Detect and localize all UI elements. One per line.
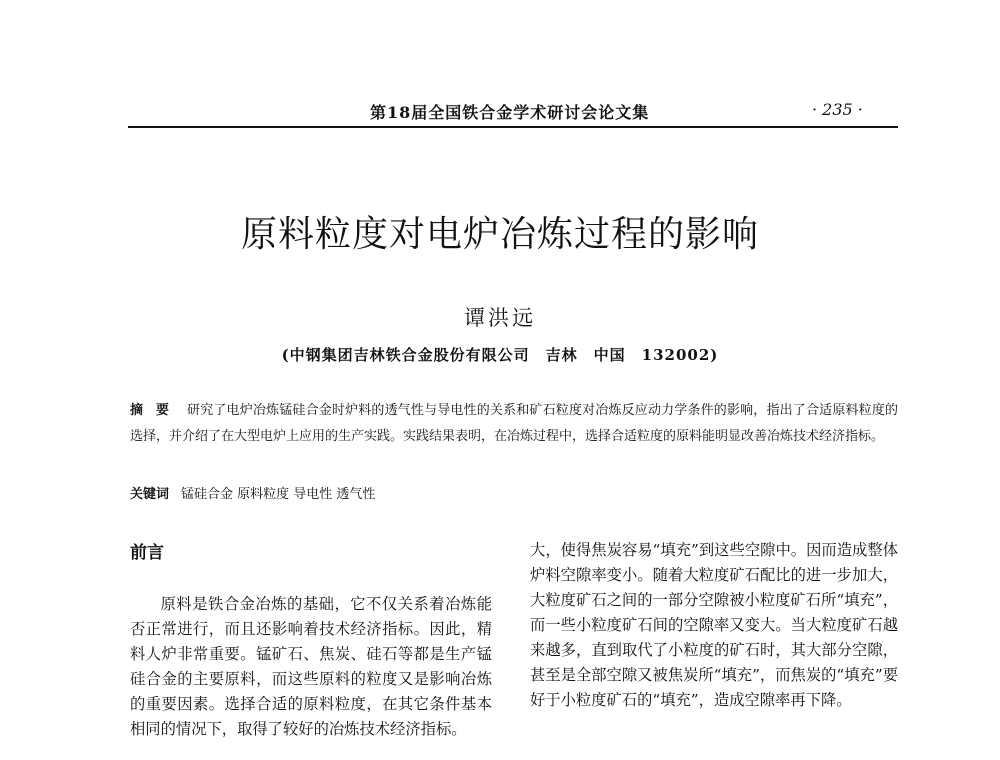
keywords xyxy=(130,482,898,508)
body-right-column: 大，使得焦炭容易“填充”到这些空隙中。因而造成整体炉料空隙率变小。随着大粒度矿石配比的进一步加大，大粒度矿石之间的一部分空隙被小粒度矿石所“填充”，而一些小粒度矿石间的空隙率又变大。当大粒度矿石越来越多，直到取代了小粒度的矿石时，其大部分空隙，甚至是全部空隙又被焦炭所“填充”，而焦炭的“填充”要好于小粒度矿石的“填充”，造成空隙率再下降。 xyxy=(530,541,898,709)
keywords-label: 关键词 xyxy=(130,487,170,502)
author-affiliation: (中钢集团吉林铁合金股份有限公司 吉林 中国 132002) xyxy=(281,346,719,364)
paper-title: 原料粒度对电炉冶炼过程的影响 xyxy=(240,214,759,255)
abstract-label: 摘 要 xyxy=(130,403,174,418)
keywords-text: 锰硅合金 原料粒度 导电性 透气性 xyxy=(181,487,376,502)
section-heading-preface: 前言 xyxy=(130,543,164,563)
abstract-text: 研究了电炉冶炼锰硅合金时炉料的透气性与导电性的关系和矿石粒度对冶炼反应动力学条件的影响，指出了合适原料粒度的选择，并介绍了在大型电炉上应用的生产实践。实践结果表明，在冶炼过程中，选择合适粒度的原料能明显改善冶炼技术经济指标。 xyxy=(130,403,898,444)
header-rule xyxy=(128,126,898,128)
abstract xyxy=(130,398,898,450)
author-name: 谭洪远 xyxy=(464,306,536,330)
page-number: · 235 · xyxy=(812,100,863,119)
body-left-column: 原料是铁合金冶炼的基础，它不仅关系着冶炼能否正常进行，而且还影响着技术经济指标。因此，精料人炉非常重要。锰矿石、焦炭、硅石等都是生产锰硅合金的主要原料，而这些原料的粒度又是影响冶炼的重要因素。选择合适的原料粒度，在其它条件基本相同的情况下，取得了较好的冶炼技术经济指标。 xyxy=(130,595,492,738)
running-header-journal: 第18届全国铁合金学术研讨会论文集 xyxy=(370,103,650,122)
